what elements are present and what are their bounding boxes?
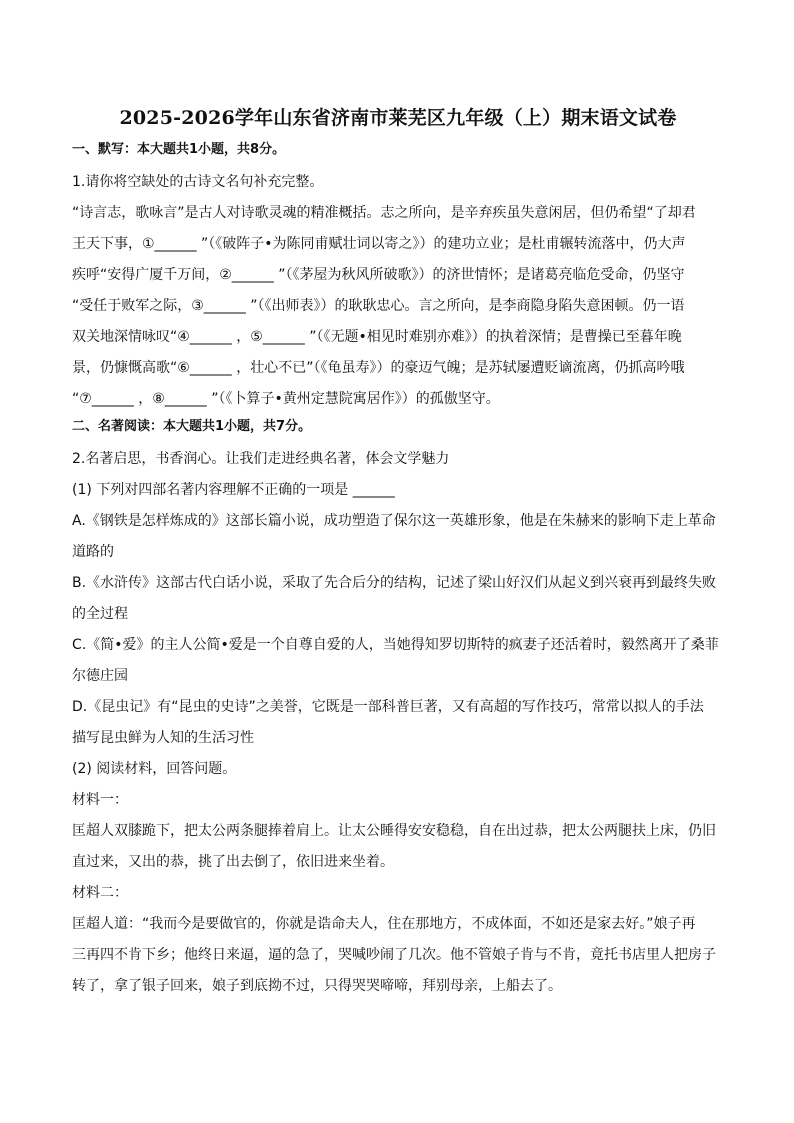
option-b: B.《水浒传》这部古代白话小说，采取了先合后分的结构，记述了梁山好汉们从起义到兴衰再到最终失败 <box>72 575 717 591</box>
passage-line: “诗言志，歌咏言”是古人对诗歌灵魂的精准概括。志之所向，是辛弃疾虽失意闲居，但仍希望“了却君 <box>72 205 696 221</box>
passage-line: “⑦______ ，⑧______ ”（《卜算子•黄州定慧院寓居作》）的孤傲坚守。 <box>72 391 500 407</box>
option-b-cont: 的全过程 <box>72 606 128 622</box>
material-2-text: 转了，拿了银子回来，娘子到底拗不过，只得哭哭啼啼，拜别母亲，上船去了。 <box>72 978 562 994</box>
sub-question-2: (2) 阅读材料，回答问题。 <box>72 761 237 777</box>
option-d: D.《昆虫记》有“昆虫的史诗”之美誉，它既是一部科普巨著，又有高超的写作技巧，常常以拟人的手法 <box>72 699 704 715</box>
material-1-label: 材料一： <box>72 792 128 808</box>
material-2-label: 材料二： <box>72 885 128 901</box>
exam-title: 2025-2026学年山东省济南市莱芜区九年级（上）期末语文试卷 <box>119 107 677 129</box>
passage-line: 双关地深情咏叹“④______ ，⑤______ ”（《无题•相见时难别亦难》）的执着深情；是曹操已至暮年晚 <box>72 329 682 345</box>
passage-line: “受任于败军之际，③______ ”（《出师表》）的耿耿忠心。言之所向，是李商隐身陷失意困顿。仍一语 <box>72 298 685 314</box>
question-1-intro: 1.请你将空缺处的古诗文名句补充完整。 <box>72 174 324 190</box>
option-d-cont: 描写昆虫鲜为人知的生活习性 <box>72 730 254 746</box>
material-1-text: 直过来，又出的恭，挑了出去倒了，依旧进来坐着。 <box>72 854 394 870</box>
passage-line: 疾呼“安得广厦千万间，②______ ”（《茅屋为秋风所破歌》）的济世情怀；是诸葛亮临危受命，仍坚守 <box>72 267 685 283</box>
material-1-text: 匡超人双膝跪下，把太公两条腿捧着肩上。让太公睡得安安稳稳，自在出过恭，把太公两腿扶上床，仍旧 <box>72 823 716 839</box>
option-a: A.《钢铁是怎样炼成的》这部长篇小说，成功塑造了保尔这一英雄形象，他是在朱赫来的影响下走上革命 <box>72 513 716 529</box>
section-1-heading: 一、默写：本大题共1小题，共8分。 <box>72 142 286 157</box>
question-1-passage <box>72 198 738 415</box>
option-c: C.《简•爱》的主人公简•爱是一个自尊自爱的人，当她得知罗切斯特的疯妻子还活着时，毅然离开了桑菲 <box>72 637 719 653</box>
material-2-text: 三再四不肯下乡；他终日来逼，逼的急了，哭喊吵闹了几次。他不管娘子肯与不肯，竟托书店里人把房子 <box>72 947 716 963</box>
option-c-cont: 尔德庄园 <box>72 668 128 684</box>
passage-line: 王天下事，①______ ”（《破阵子•为陈同甫赋壮词以寄之》）的建功立业；是杜甫辗转流落中，仍大声 <box>72 236 686 252</box>
material-2-text: 匡超人道：“我而今是要做官的，你就是诰命夫人，住在那地方，不成体面，不如还是家去好。”娘子再 <box>72 916 696 932</box>
question-2-body <box>72 444 738 1002</box>
option-a-cont: 道路的 <box>72 544 114 560</box>
sub-question-1: (1) 下列对四部名著内容理解不正确的一项是 ______ <box>72 482 395 498</box>
passage-line: 景，仍慷慨高歌“⑥______ ，壮心不已”（《龟虽寿》）的豪迈气魄；是苏轼屡遭贬谪流离，仍抓高吟哦 <box>72 360 685 376</box>
question-2-intro: 2.名著启思，书香润心。让我们走进经典名著，体会文学魅力 <box>72 451 450 467</box>
section-2-heading: 二、名著阅读：本大题共1小题，共7分。 <box>72 419 312 434</box>
